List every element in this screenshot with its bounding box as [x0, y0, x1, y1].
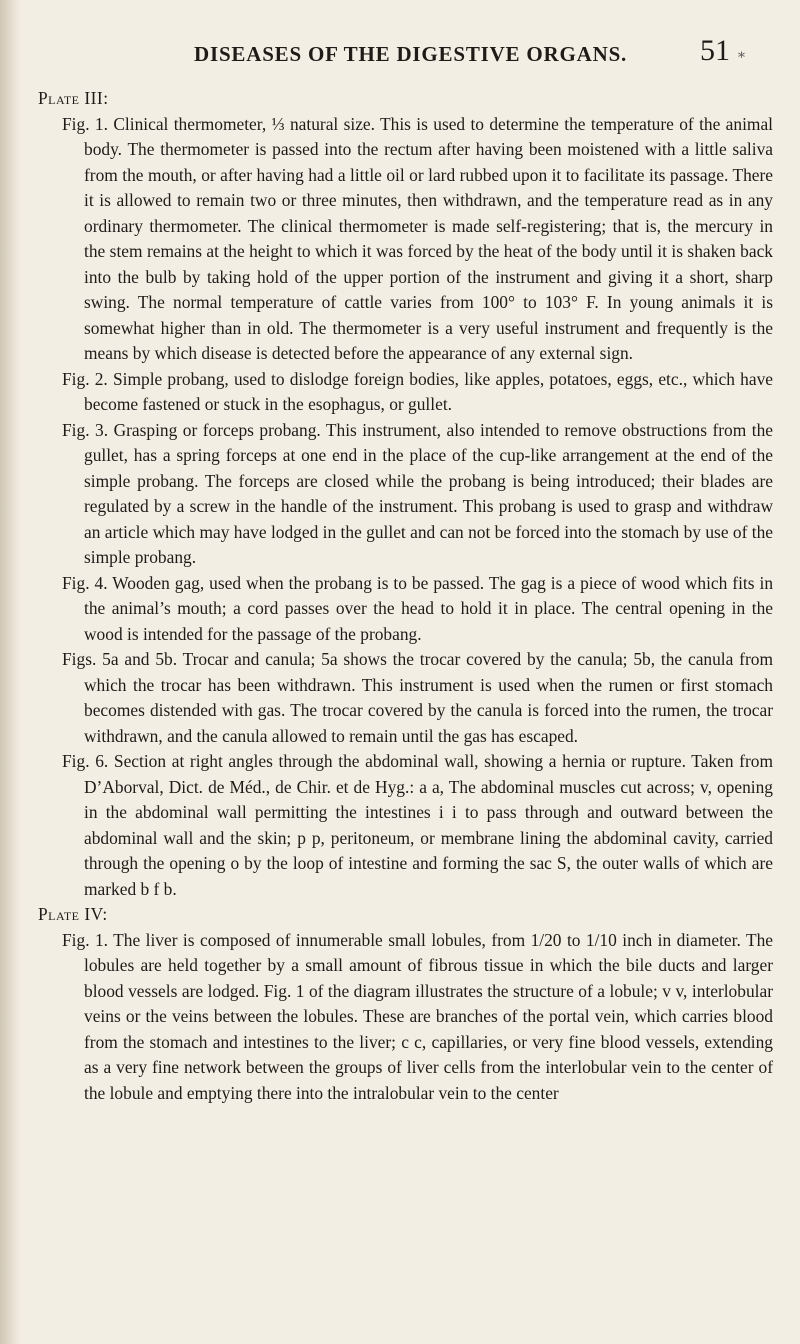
figure-label: Fig. 2.	[62, 368, 108, 389]
figure-entry	[38, 749, 773, 902]
figure-entry	[38, 418, 773, 571]
plate-heading: Plate IV:	[38, 904, 108, 924]
figure-label: Fig. 1.	[62, 929, 109, 950]
figure-label: Fig. 3.	[62, 419, 109, 440]
figure-text: Clinical thermometer, ⅓ natural size. This is used to determine the temperature of the animal body. The thermometer is passed into the rectum after having been moistened with a little saliva from the mouth, or after having had a little oil or lard rubbed upon it to facilitate its passage. There it is allowed to remain two or three minutes, then withdrawn, and the temperature read as in any ordinary thermometer. The clinical thermometer is made self-registering; that is, the mercury in the stem remains at the height to which it was forced by the heat of the body until it is shaken back into the bulb by taking hold of the upper portion of the instrument and giving it a short, sharp swing. The normal temperature of cattle varies from 100° to 103° F. In young animals it is somewhat higher than in old. The thermometer is a very useful instrument and frequently is the means by which disease is detected before the appearance of any external sign.	[84, 113, 773, 363]
plate-heading: Plate III:	[38, 88, 109, 108]
figure-entry	[38, 367, 773, 418]
running-head	[0, 34, 800, 74]
page-number: 51	[700, 34, 730, 67]
figure-entry	[38, 571, 773, 648]
figure-entry	[38, 112, 773, 367]
spine-shadow	[0, 0, 22, 1344]
running-title: DISEASES OF THE DIGESTIVE ORGANS.	[194, 42, 628, 66]
figure-text: Section at right angles through the abdominal wall, showing a hernia or rupture. Taken from D’Aborval, Dict. de Méd., de Chir. et de Hyg.: a a, The abdominal muscles cut across; v, opening in the abdominal wall permitting the intestines i i to pass through and outward between the abdominal wall and the skin; p p, peritoneum, or membrane lining the abdominal cavity, carried through the opening o by the loop of intestine and forming the sac S, the outer walls of which are marked b f b.	[84, 751, 773, 899]
figure-text: Grasping or forceps probang. This instrument, also intended to remove obstructions from the gullet, has a spring forceps at one end in the place of the cup-like arrangement at the end of the simple probang. The forceps are closed while the probang is being introduced; their blades are regulated by a screw in the handle of the instrument. This probang is used to grasp and withdraw an article which may have lodged in the gullet and can not be forced into the stomach by use of the simple probang.	[84, 419, 774, 567]
figure-label: Figs. 5a and 5b.	[62, 649, 178, 669]
figure-entry	[38, 928, 773, 1107]
corner-mark: *	[738, 50, 745, 66]
figure-entry	[38, 647, 773, 749]
body-text	[38, 86, 773, 1106]
figure-label: Fig. 6.	[62, 751, 109, 771]
figure-text: Simple probang, used to dislodge foreign bodies, like apples, potatoes, eggs, etc., which have become fastened or stuck in the esophagus, or gullet.	[84, 368, 773, 414]
figure-label: Fig. 1.	[62, 113, 108, 134]
figure-label: Fig. 4.	[62, 572, 108, 593]
figure-text: Trocar and canula; 5a shows the trocar covered by the canula; 5b, the canula from which the trocar has been withdrawn. This instrument is used when the rumen or first stomach becomes distended with gas. The trocar covered by the canula is forced into the rumen, the trocar withdrawn, and the canula allowed to remain until the gas has escaped.	[84, 649, 773, 746]
figure-text: Wooden gag, used when the probang is to be passed. The gag is a piece of wood which fits in the animal’s mouth; a cord passes over the head to hold it in place. The central opening in the wood is intended for the passage of the probang.	[84, 572, 774, 644]
figure-text: The liver is composed of innumerable small lobules, from 1/20 to 1/10 inch in diameter. The lobules are held together by a small amount of fibrous tissue in which the bile ducts and larger blood vessels are lodged. Fig. 1 of the diagram illustrates the structure of a lobule; v v, interlobular veins or the veins between the lobules. These are branches of the portal vein, which carries blood from the stomach and intestines to the liver; c c, capillaries, or very fine blood vessels, extending as a very fine network between the groups of liver cells from the interlobular vein to the center of the lobule and emptying there into the intralobular vein to the center	[84, 929, 773, 1103]
